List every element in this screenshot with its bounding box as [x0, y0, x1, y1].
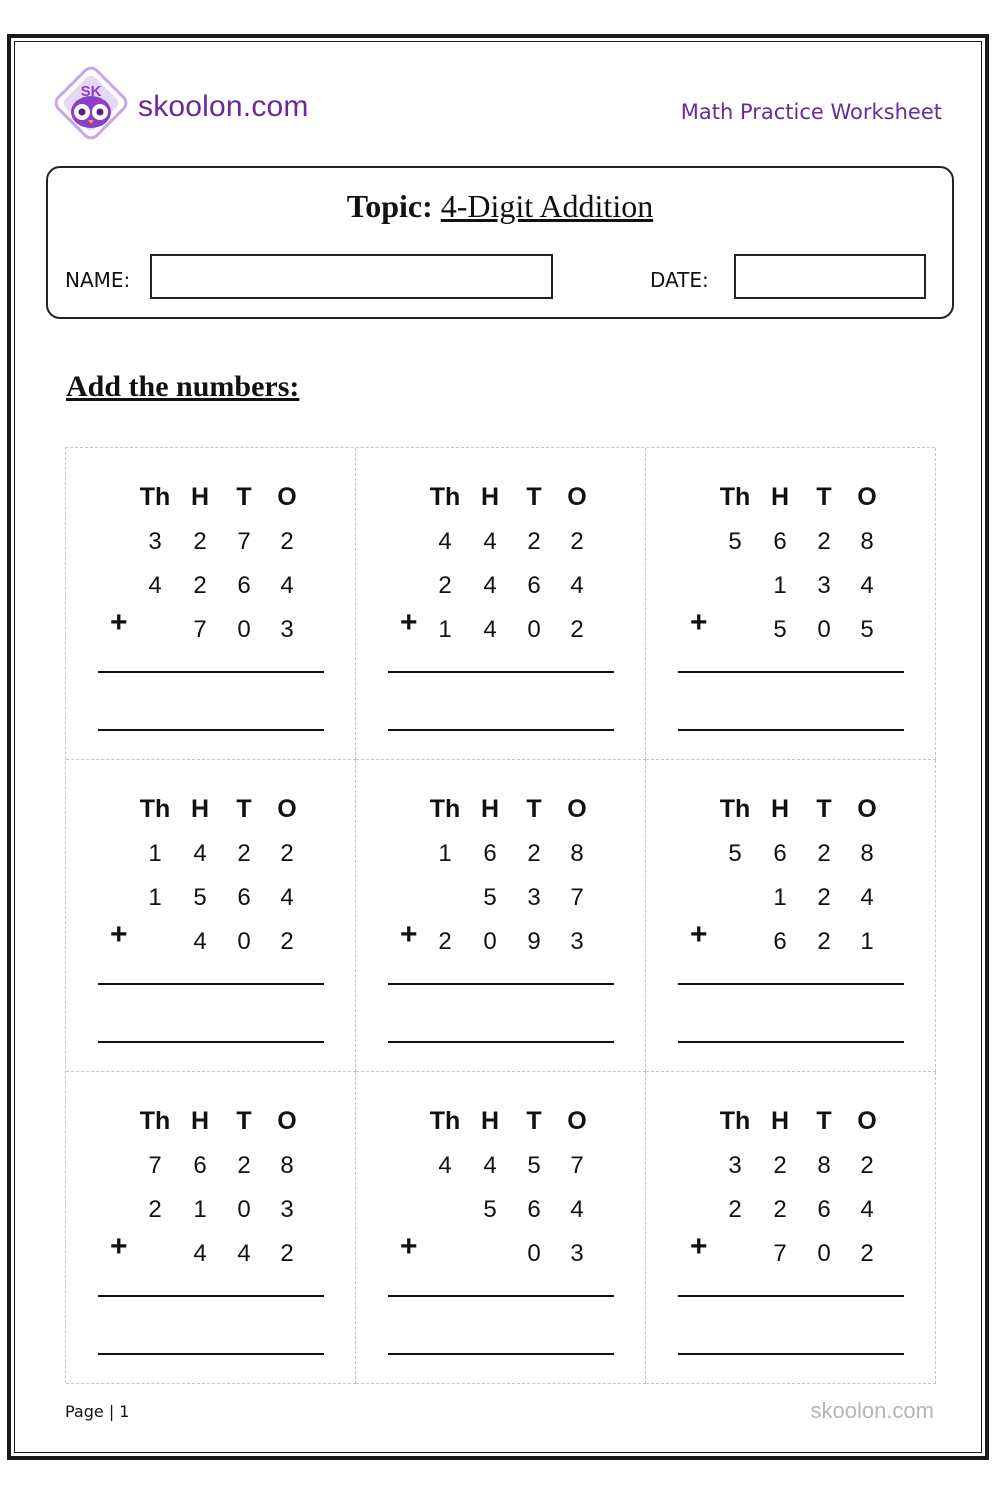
place-header: T: [816, 1107, 832, 1135]
digit: 8: [860, 840, 874, 867]
place-header: H: [770, 795, 790, 823]
plus-sign: +: [400, 606, 418, 639]
digit: 1: [773, 572, 787, 599]
digit: 2: [527, 840, 541, 867]
digit: 1: [860, 928, 874, 955]
digit: 4: [237, 1240, 251, 1267]
problem-cell: [356, 1072, 646, 1384]
digit: 4: [193, 928, 207, 955]
date-label: DATE:: [650, 268, 709, 292]
place-header: O: [277, 1107, 297, 1135]
digit: 6: [527, 572, 541, 599]
place-header: O: [567, 795, 587, 823]
answer-line[interactable]: [678, 1041, 904, 1043]
place-header: H: [770, 1107, 790, 1135]
digit: 4: [193, 1240, 207, 1267]
sum-line: [388, 1295, 614, 1297]
digit: 2: [570, 528, 584, 555]
digit: 2: [193, 528, 207, 555]
sum-line: [678, 671, 904, 673]
digit: 5: [860, 616, 874, 643]
place-header: O: [857, 795, 877, 823]
digit: 3: [570, 928, 584, 955]
place-header: T: [816, 795, 832, 823]
digit: 2: [860, 1152, 874, 1179]
digit: 2: [728, 1196, 742, 1223]
plus-sign: +: [400, 1230, 418, 1263]
digit: 7: [570, 884, 584, 911]
place-header: O: [277, 795, 297, 823]
digit: 1: [148, 840, 162, 867]
digit: 6: [773, 528, 787, 555]
place-header: H: [770, 483, 790, 511]
digit: 2: [237, 1152, 251, 1179]
sum-line: [98, 1295, 324, 1297]
place-header: O: [857, 483, 877, 511]
topic-value: 4-Digit Addition: [440, 188, 654, 224]
digit: 6: [483, 840, 497, 867]
sum-line: [678, 1295, 904, 1297]
digit: 3: [570, 1240, 584, 1267]
digit: 3: [817, 572, 831, 599]
digit: 5: [483, 884, 497, 911]
place-header: Th: [719, 795, 751, 823]
digit: 2: [773, 1196, 787, 1223]
problem-cell: [356, 760, 646, 1072]
digit: 2: [527, 528, 541, 555]
problem-cell: [66, 448, 356, 760]
problem-cell: [646, 1072, 936, 1384]
instruction-heading: Add the numbers:: [66, 370, 300, 403]
digit: 2: [193, 572, 207, 599]
place-header: Th: [719, 483, 751, 511]
digit: 8: [280, 1152, 294, 1179]
place-header: T: [526, 1107, 542, 1135]
digit: 2: [570, 616, 584, 643]
place-header: T: [816, 483, 832, 511]
topic-heading: [0, 188, 1000, 225]
digit: 5: [527, 1152, 541, 1179]
place-header: Th: [139, 483, 171, 511]
place-header: Th: [429, 795, 461, 823]
place-header: Th: [429, 483, 461, 511]
place-header: H: [190, 1107, 210, 1135]
digit: 4: [193, 840, 207, 867]
digit: 2: [237, 840, 251, 867]
digit: 4: [280, 884, 294, 911]
digit: 2: [438, 572, 452, 599]
page-number: Page | 1: [65, 1402, 130, 1421]
digit: 9: [527, 928, 541, 955]
plus-sign: +: [110, 1230, 128, 1263]
digit: 7: [773, 1240, 787, 1267]
digit: 6: [237, 884, 251, 911]
answer-line[interactable]: [98, 1041, 324, 1043]
problem-cell: [646, 448, 936, 760]
digit: 4: [860, 572, 874, 599]
plus-sign: +: [690, 918, 708, 951]
digit: 4: [570, 572, 584, 599]
digit: 6: [527, 1196, 541, 1223]
plus-sign: +: [110, 606, 128, 639]
sum-line: [98, 671, 324, 673]
digit: 3: [280, 1196, 294, 1223]
answer-line[interactable]: [678, 1353, 904, 1355]
answer-line[interactable]: [98, 1353, 324, 1355]
digit: 4: [438, 1152, 452, 1179]
digit: 2: [817, 840, 831, 867]
sum-line: [388, 983, 614, 985]
plus-sign: +: [690, 606, 708, 639]
digit: 2: [280, 840, 294, 867]
digit: 2: [280, 528, 294, 555]
svg-text:SK: SK: [80, 83, 102, 100]
digit: 1: [148, 884, 162, 911]
digit: 2: [773, 1152, 787, 1179]
digit: 3: [280, 616, 294, 643]
answer-line[interactable]: [678, 729, 904, 731]
digit: 1: [193, 1196, 207, 1223]
problem-cell: [66, 760, 356, 1072]
place-header: T: [236, 795, 252, 823]
problem-cell: [356, 448, 646, 760]
place-header: H: [480, 483, 500, 511]
digit: 4: [148, 572, 162, 599]
place-header: O: [567, 483, 587, 511]
digit: 5: [728, 840, 742, 867]
digit: 0: [817, 1240, 831, 1267]
place-header: H: [480, 1107, 500, 1135]
digit: 0: [527, 616, 541, 643]
digit: 6: [817, 1196, 831, 1223]
digit: 7: [193, 616, 207, 643]
place-header: Th: [139, 795, 171, 823]
digit: 1: [438, 616, 452, 643]
place-header: H: [190, 483, 210, 511]
place-header: T: [236, 1107, 252, 1135]
name-label: NAME:: [65, 268, 131, 292]
digit: 5: [728, 528, 742, 555]
problem-cell: [66, 1072, 356, 1384]
digit: 5: [773, 616, 787, 643]
sum-line: [678, 983, 904, 985]
digit: 2: [148, 1196, 162, 1223]
digit: 7: [570, 1152, 584, 1179]
answer-line[interactable]: [388, 1041, 614, 1043]
digit: 4: [483, 1152, 497, 1179]
digit: 1: [773, 884, 787, 911]
sum-line: [388, 671, 614, 673]
problem-cell: [646, 760, 936, 1072]
digit: 2: [280, 1240, 294, 1267]
digit: 0: [237, 1196, 251, 1223]
place-header: O: [567, 1107, 587, 1135]
place-header: Th: [429, 1107, 461, 1135]
digit: 2: [280, 928, 294, 955]
digit: 0: [237, 928, 251, 955]
sum-line: [98, 983, 324, 985]
answer-line[interactable]: [388, 729, 614, 731]
digit: 7: [237, 528, 251, 555]
digit: 4: [483, 572, 497, 599]
digit: 4: [483, 616, 497, 643]
digit: 6: [773, 928, 787, 955]
digit: 0: [237, 616, 251, 643]
place-header: T: [526, 483, 542, 511]
name-field[interactable]: [150, 254, 553, 299]
digit: 4: [438, 528, 452, 555]
answer-line[interactable]: [388, 1353, 614, 1355]
digit: 4: [570, 1196, 584, 1223]
digit: 0: [817, 616, 831, 643]
place-header: Th: [719, 1107, 751, 1135]
digit: 2: [817, 528, 831, 555]
digit: 3: [527, 884, 541, 911]
digit: 2: [817, 928, 831, 955]
place-header: T: [526, 795, 542, 823]
place-header: T: [236, 483, 252, 511]
digit: 2: [438, 928, 452, 955]
answer-line[interactable]: [98, 729, 324, 731]
place-header: Th: [139, 1107, 171, 1135]
worksheet-subtitle: Math Practice Worksheet: [680, 100, 942, 124]
digit: 3: [148, 528, 162, 555]
digit: 8: [860, 528, 874, 555]
digit: 0: [483, 928, 497, 955]
digit: 5: [193, 884, 207, 911]
digit: 7: [148, 1152, 162, 1179]
digit: 3: [728, 1152, 742, 1179]
plus-sign: +: [400, 918, 418, 951]
plus-sign: +: [690, 1230, 708, 1263]
digit: 0: [527, 1240, 541, 1267]
digit: 2: [817, 884, 831, 911]
digit: 6: [237, 572, 251, 599]
topic-label: Topic:: [346, 188, 433, 224]
digit: 6: [773, 840, 787, 867]
digit: 4: [483, 528, 497, 555]
digit: 4: [280, 572, 294, 599]
digit: 1: [438, 840, 452, 867]
brand-name: skoolon.com: [138, 90, 309, 123]
digit: 4: [860, 1196, 874, 1223]
place-header: O: [277, 483, 297, 511]
digit: 6: [193, 1152, 207, 1179]
place-header: H: [480, 795, 500, 823]
digit: 8: [817, 1152, 831, 1179]
date-field[interactable]: [734, 254, 926, 299]
footer-site: skoolon.com: [810, 1398, 934, 1423]
digit: 4: [860, 884, 874, 911]
place-header: H: [190, 795, 210, 823]
owl-logo-icon: [50, 62, 132, 144]
digit: 8: [570, 840, 584, 867]
digit: 5: [483, 1196, 497, 1223]
problems-grid: [65, 447, 935, 1383]
place-header: O: [857, 1107, 877, 1135]
digit: 2: [860, 1240, 874, 1267]
plus-sign: +: [110, 918, 128, 951]
